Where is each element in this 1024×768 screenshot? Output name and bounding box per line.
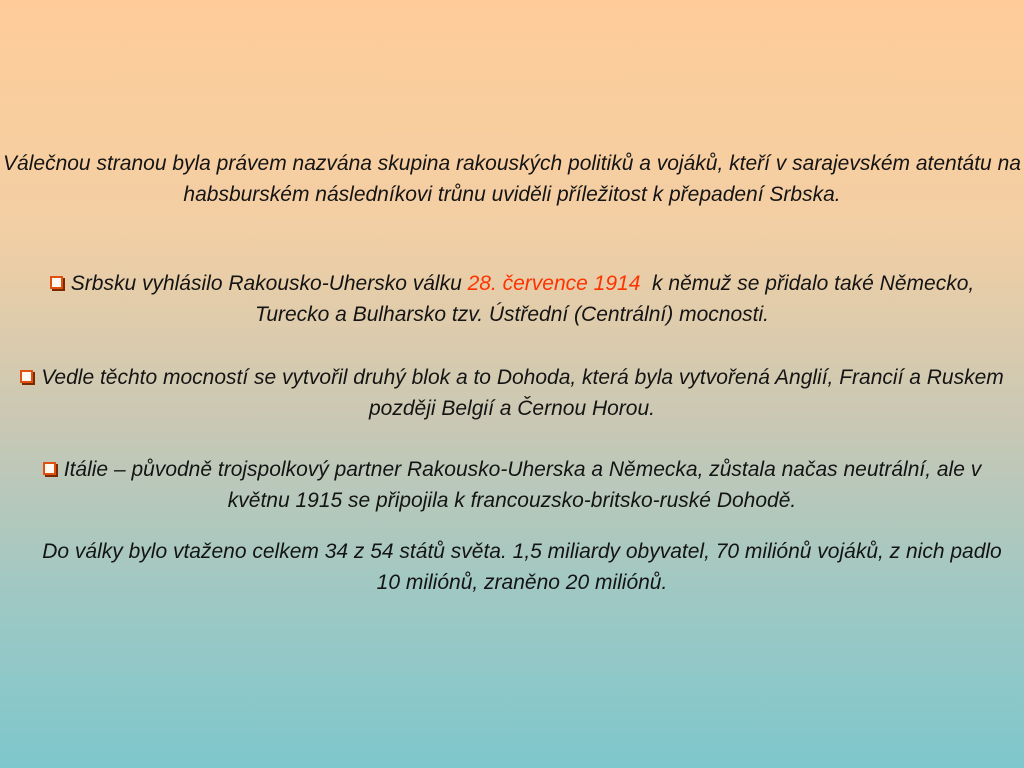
square-bullet-icon [50,276,63,289]
bullet-paragraph-italy [10,454,1014,516]
date-highlight: 28. července 1914 [467,272,641,295]
intro-paragraph: Válečnou stranou byla právem nazvána skupina rakouských politiků a vojáků, kteří v sarajevském atentátu na habsburském následníkovi trůnu uviděli příležitost k přepadení Srbska. [3,152,1021,206]
bullet-paragraph-entente [20,362,1004,424]
bullet-text: Itálie – původně trojspolkový partner Rakousko-Uherska a Německa, zůstala načas neutrální, ale v květnu 1915 se připojila k francouzsko-britsko-ruské Dohodě. [63,458,982,512]
bullet-text: Vedle těchto mocností se vytvořil druhý blok a to Dohoda, která byla vytvořená Anglií, Francií a Ruskem později Belgií a Černou Horou. [41,366,1004,420]
square-bullet-icon [43,462,56,475]
bullet-text-before: Srbsku vyhlásilo Rakousko-Uhersko válku [70,272,468,295]
bullet-paragraph-war-declaration [20,268,1004,330]
summary-paragraph: Do války bylo vtaženo celkem 34 z 54 států světa. 1,5 miliardy obyvatel, 70 miliónů vojáků, z nich padlo 10 miliónů, zraněno 20 miliónů. [42,540,1002,594]
square-bullet-icon [20,370,33,383]
bullet-text-after: k němuž se přidalo také Německo, Turecko a Bulharsko tzv. Ústřední (Centrální) mocnosti. [255,272,981,326]
